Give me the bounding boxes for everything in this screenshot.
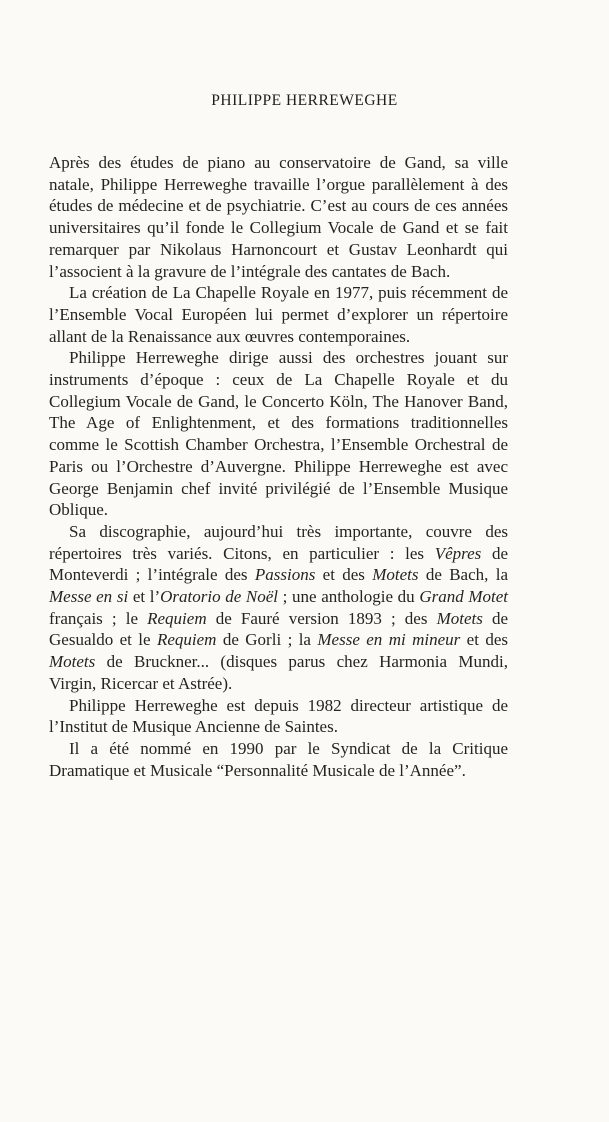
biography-text [49, 152, 508, 781]
italic-title: Passions [254, 565, 316, 585]
text-run: Philippe Herreweghe dirige aussi des orchestres jouant sur instruments d’époque : ceux de La Chapelle Royale et du Collegium Vocale de Gand, le Concerto Köln, The Hanover Band, The Age of Enlightenment, et des formations traditionnelles comme le Scottish Chamber Orchestra, l’Ensemble Orchestral de Paris ou l’Orchestre d’Auvergne. Philippe Herreweghe est avec George Benjamin chef invité privilégié de l’Ensemble Musique Oblique. [49, 348, 508, 520]
text-run: Philippe Herreweghe est depuis 1982 directeur artistique de l’Institut de Musique Ancienne de Saintes. [49, 695, 508, 737]
page-heading: PHILIPPE HERREWEGHE [211, 92, 398, 109]
paragraph [49, 695, 508, 738]
italic-title: Oratorio de Noël [160, 587, 279, 607]
italic-title: Vêpres [434, 543, 482, 563]
paragraph [49, 738, 508, 781]
text-run: La création de La Chapelle Royale en 1977, puis récemment de l’Ensemble Vocal Européen lui permet d’explorer un répertoire allant de la Renaissance aux œuvres contemporaines. [49, 283, 508, 346]
paragraph [49, 347, 508, 521]
text-run: de Gesualdo et le [49, 608, 508, 650]
text-run: Il a été nommé en 1990 par le Syndicat de la Critique Dramatique et Musicale “Personnalité Musicale de l’Année”. [49, 738, 508, 780]
text-run: de Bach, la [418, 565, 508, 585]
text-run: et l’ [128, 587, 161, 607]
text-run: Après des études de piano au conservatoire de Gand, sa ville natale, Philippe Herreweghe travaille l’orgue parallèlement à des études de médecine et de psychiatrie. C’est au cours de ces années universitaires qu’il fonde le Collegium Vocale de Gand et se fait remarquer par Nikolaus Harnoncourt et Gustav Leonhardt qui l’associent à la gravure de l’intégrale des cantates de Bach. [49, 153, 508, 281]
text-run: de Bruckner... (disques parus chez Harmonia Mundi, Virgin, Ricercar et Astrée). [49, 652, 508, 693]
italic-title: Motets [49, 652, 96, 672]
text-run: et des [460, 630, 509, 650]
italic-title: Requiem [147, 608, 207, 628]
italic-title: Motets [372, 565, 419, 585]
italic-title: Requiem [156, 630, 217, 650]
paragraph [49, 521, 508, 695]
watermark: ​ [30, 700, 57, 774]
text-run: français ; le [49, 608, 148, 628]
paragraph [49, 152, 508, 282]
italic-title: Grand Motet [419, 587, 509, 607]
text-run: de Fauré version 1893 ; des [206, 608, 437, 628]
italic-title: Motets [436, 608, 483, 628]
italic-title: Messe en mi mineur [317, 630, 461, 650]
text-run: et des [315, 565, 373, 585]
paragraph [49, 282, 508, 347]
text-run: Sa discographie, aujourd’hui très importante, couvre des répertoires très variés. Citons, en particulier : les [49, 521, 508, 563]
text-run: ; une anthologie du [278, 587, 420, 607]
text-run: de Gorli ; la [216, 630, 318, 650]
text-run: de Monteverdi ; l’intégrale des [49, 543, 508, 585]
italic-title: Messe en si [49, 587, 129, 607]
